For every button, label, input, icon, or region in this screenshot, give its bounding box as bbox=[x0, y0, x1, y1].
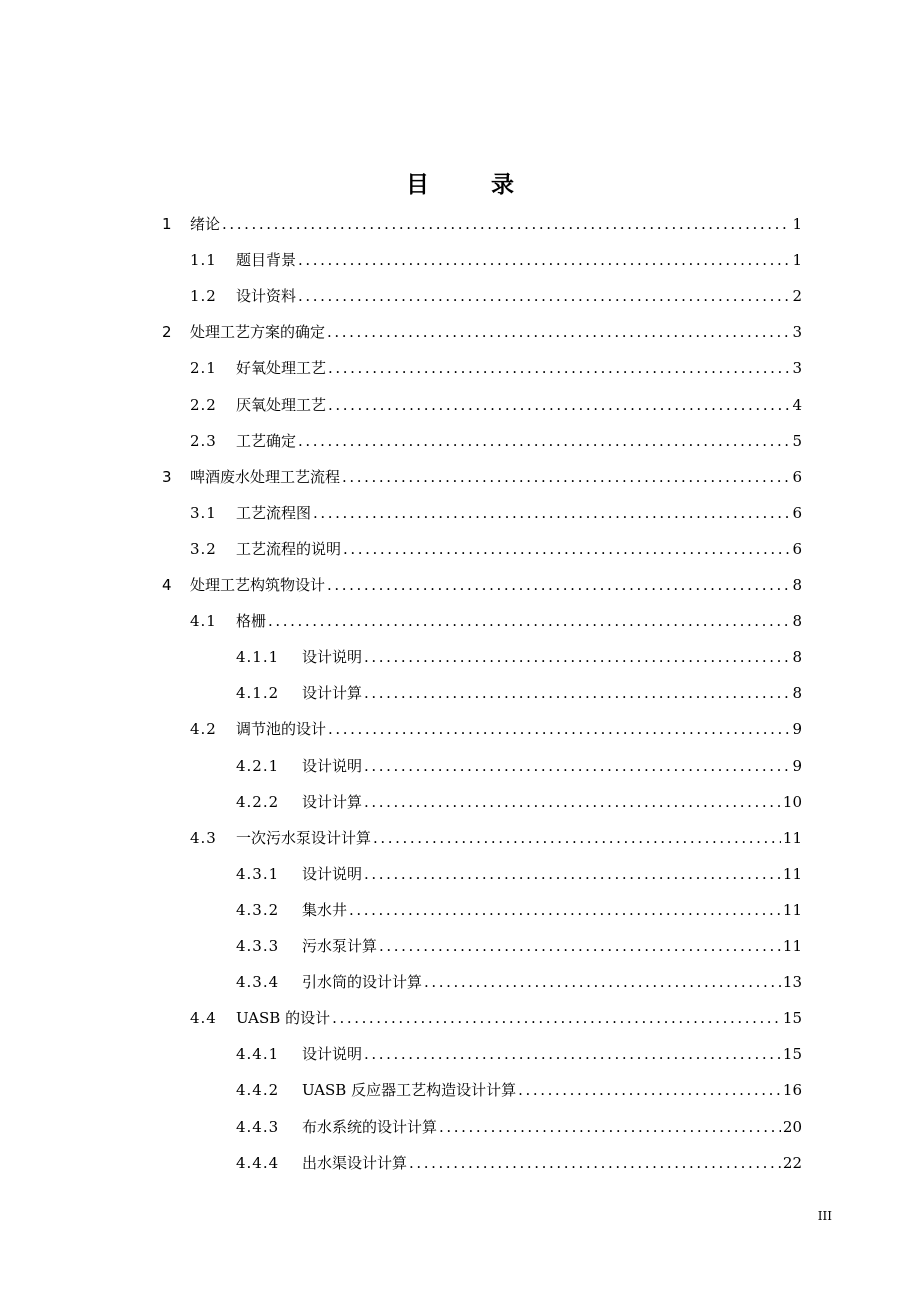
toc-entry[interactable] bbox=[190, 244, 802, 270]
toc-entry[interactable] bbox=[236, 1038, 802, 1064]
toc-entry-page: 5 bbox=[792, 432, 802, 450]
toc-entry-page: 15 bbox=[782, 1009, 802, 1027]
toc-entry-title: 绪论 bbox=[190, 215, 221, 233]
toc-entry-page: 11 bbox=[782, 901, 802, 919]
toc-entry-title: 污水泵计算 bbox=[302, 937, 378, 955]
toc-entry[interactable] bbox=[236, 930, 802, 956]
toc-entry-page: 9 bbox=[792, 757, 802, 775]
toc-entry-number: 3.1 bbox=[190, 504, 217, 522]
toc-entry-title: 设计说明 bbox=[302, 865, 363, 883]
toc-entry-page: 22 bbox=[782, 1154, 802, 1172]
toc-entry[interactable] bbox=[190, 497, 802, 523]
toc-entry-title: 设计说明 bbox=[302, 757, 363, 775]
toc-entry-page: 9 bbox=[792, 720, 802, 738]
toc-entry-number: 2.2 bbox=[190, 396, 217, 414]
toc-entry-title: 调节池的设计 bbox=[236, 720, 327, 738]
dot-leader bbox=[298, 431, 790, 451]
dot-leader bbox=[379, 936, 781, 956]
toc-entry-title: 设计计算 bbox=[302, 684, 363, 702]
toc-entry-number: 1.2 bbox=[190, 287, 217, 305]
dot-leader bbox=[298, 250, 790, 270]
toc-entry[interactable] bbox=[236, 1111, 802, 1137]
toc-entry[interactable] bbox=[236, 894, 802, 920]
toc-entry-number: 2.1 bbox=[190, 359, 217, 377]
toc-entry-page: 8 bbox=[792, 576, 802, 594]
toc-entry-number: 4.1 bbox=[190, 612, 217, 630]
toc-entry-number: 4.4.2 bbox=[236, 1081, 280, 1099]
toc-entry-title: UASB 反应器工艺构造设计计算 bbox=[302, 1081, 517, 1099]
toc-entry[interactable] bbox=[236, 641, 802, 667]
toc-entry-number: 4.2.2 bbox=[236, 793, 280, 811]
toc-entry-page: 6 bbox=[792, 504, 802, 522]
toc-entry-page: 3 bbox=[792, 323, 802, 341]
toc-entry-number: 3 bbox=[162, 468, 173, 486]
toc-entry[interactable] bbox=[236, 858, 802, 884]
dot-leader bbox=[343, 539, 790, 559]
toc-entry-title: 设计资料 bbox=[236, 287, 297, 305]
toc-entry[interactable] bbox=[190, 713, 802, 739]
toc-entry-page: 15 bbox=[782, 1045, 802, 1063]
toc-entry-page: 6 bbox=[792, 540, 802, 558]
dot-leader bbox=[349, 900, 781, 920]
toc-entry-page: 1 bbox=[792, 251, 802, 269]
dot-leader bbox=[268, 611, 790, 631]
toc-entry[interactable] bbox=[190, 822, 802, 848]
toc-entry[interactable] bbox=[190, 605, 802, 631]
dot-leader bbox=[327, 322, 790, 342]
toc-entry-page: 8 bbox=[792, 648, 802, 666]
toc-entry-number: 4.3.2 bbox=[236, 901, 280, 919]
toc-entry-number: 1.1 bbox=[190, 251, 217, 269]
toc-entry[interactable] bbox=[236, 677, 802, 703]
dot-leader bbox=[518, 1080, 781, 1100]
page-title: 目录 bbox=[406, 172, 576, 198]
toc-entry-title: 设计说明 bbox=[302, 648, 363, 666]
toc-entry-title: 啤酒废水处理工艺流程 bbox=[190, 468, 341, 486]
toc-entry-number: 4 bbox=[162, 576, 173, 594]
toc-entry-title: 引水筒的设计计算 bbox=[302, 973, 423, 991]
dot-leader bbox=[313, 503, 790, 523]
toc-entry-number: 4.2 bbox=[190, 720, 217, 738]
toc-entry-number: 4.4.3 bbox=[236, 1118, 280, 1136]
toc-entry-title: 处理工艺方案的确定 bbox=[190, 323, 326, 341]
toc-entry-page: 8 bbox=[792, 684, 802, 702]
dot-leader bbox=[424, 972, 781, 992]
toc-entry[interactable] bbox=[162, 208, 802, 234]
toc-entry-number: 4.1.1 bbox=[236, 648, 280, 666]
toc-entry-number: 4.3.4 bbox=[236, 973, 280, 991]
toc-entry-title: 工艺流程的说明 bbox=[236, 540, 342, 558]
toc-entry-page: 11 bbox=[782, 937, 802, 955]
toc-entry-title: 好氧处理工艺 bbox=[236, 359, 327, 377]
toc-entry-page: 1 bbox=[792, 215, 802, 233]
toc-entry-title: 布水系统的设计计算 bbox=[302, 1118, 438, 1136]
toc-entry[interactable] bbox=[162, 461, 802, 487]
dot-leader bbox=[439, 1117, 781, 1137]
toc-entry-title: 一次污水泵设计计算 bbox=[236, 829, 372, 847]
toc-entry[interactable] bbox=[190, 533, 802, 559]
toc-entry-number: 2 bbox=[162, 323, 173, 341]
toc-entry-number: 2.3 bbox=[190, 432, 217, 450]
toc-entry-page: 11 bbox=[782, 829, 802, 847]
dot-leader bbox=[364, 683, 790, 703]
dot-leader bbox=[328, 358, 790, 378]
dot-leader bbox=[327, 575, 790, 595]
toc-entry-page: 4 bbox=[792, 396, 802, 414]
toc-entry[interactable] bbox=[162, 316, 802, 342]
toc-entry-number: 4.3.3 bbox=[236, 937, 280, 955]
toc-entry-number: 4.2.1 bbox=[236, 757, 280, 775]
toc-entry-number: 4.3.1 bbox=[236, 865, 280, 883]
dot-leader bbox=[364, 756, 790, 776]
toc-entry-page: 20 bbox=[782, 1118, 802, 1136]
toc-entry-page: 6 bbox=[792, 468, 802, 486]
dot-leader bbox=[332, 1008, 781, 1028]
toc-entry-title: UASB 的设计 bbox=[236, 1009, 331, 1027]
dot-leader bbox=[364, 864, 781, 884]
toc-entry-number: 4.3 bbox=[190, 829, 217, 847]
dot-leader bbox=[328, 395, 790, 415]
toc-entry[interactable] bbox=[190, 352, 802, 378]
toc-entry-title: 厌氧处理工艺 bbox=[236, 396, 327, 414]
toc-entry-title: 工艺流程图 bbox=[236, 504, 312, 522]
toc-entry[interactable] bbox=[190, 425, 802, 451]
toc-entry[interactable] bbox=[162, 569, 802, 595]
dot-leader bbox=[328, 719, 790, 739]
dot-leader bbox=[364, 792, 781, 812]
toc-entry[interactable] bbox=[236, 1147, 802, 1173]
toc-entry[interactable] bbox=[236, 966, 802, 992]
toc-entry-number: 3.2 bbox=[190, 540, 217, 558]
toc-entry[interactable] bbox=[190, 280, 802, 306]
toc-entry-number: 4.4.1 bbox=[236, 1045, 280, 1063]
toc-entry-page: 3 bbox=[792, 359, 802, 377]
dot-leader bbox=[364, 1044, 781, 1064]
toc-entry-page: 10 bbox=[782, 793, 802, 811]
toc-entry-number: 4.1.2 bbox=[236, 684, 280, 702]
dot-leader bbox=[222, 214, 790, 234]
toc-entry-title: 设计说明 bbox=[302, 1045, 363, 1063]
toc-entry[interactable] bbox=[236, 1074, 802, 1100]
toc-entry-page: 13 bbox=[782, 973, 802, 991]
toc-entry-page: 11 bbox=[782, 865, 802, 883]
toc-entry-number: 4.4.4 bbox=[236, 1154, 280, 1172]
toc-entry-title: 设计计算 bbox=[302, 793, 363, 811]
toc-entry[interactable] bbox=[190, 1002, 802, 1028]
toc-entry[interactable] bbox=[236, 786, 802, 812]
toc-entry-number: 1 bbox=[162, 215, 173, 233]
toc-entry-number: 4.4 bbox=[190, 1009, 217, 1027]
toc-entry-page: 8 bbox=[792, 612, 802, 630]
toc-entry-title: 题目背景 bbox=[236, 251, 297, 269]
toc-entry-page: 16 bbox=[782, 1081, 802, 1099]
dot-leader bbox=[298, 286, 790, 306]
dot-leader bbox=[373, 828, 781, 848]
toc-entry-title: 工艺确定 bbox=[236, 432, 297, 450]
toc-entry[interactable] bbox=[190, 389, 802, 415]
toc-entry-title: 集水井 bbox=[302, 901, 348, 919]
toc-entry-title: 处理工艺构筑物设计 bbox=[190, 576, 326, 594]
dot-leader bbox=[342, 467, 790, 487]
dot-leader bbox=[364, 647, 790, 667]
page-number: III bbox=[817, 1209, 832, 1223]
toc-entry-page: 2 bbox=[792, 287, 802, 305]
toc-entry[interactable] bbox=[236, 750, 802, 776]
dot-leader bbox=[409, 1153, 781, 1173]
toc-entry-title: 格栅 bbox=[236, 612, 267, 630]
toc-entry-title: 出水渠设计计算 bbox=[302, 1154, 408, 1172]
